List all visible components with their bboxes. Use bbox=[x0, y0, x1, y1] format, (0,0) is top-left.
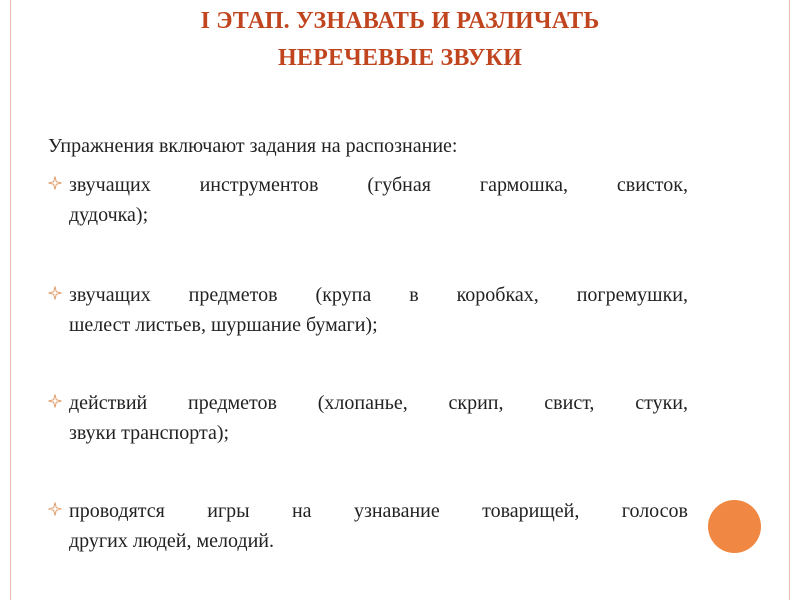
sparkle-bullet-icon bbox=[48, 394, 62, 408]
list-item-text bbox=[69, 170, 688, 230]
sparkle-bullet-icon bbox=[48, 502, 62, 516]
intro-text: Упражнения включают задания на распознание: bbox=[48, 135, 458, 157]
list-item-text bbox=[69, 280, 688, 340]
list-item-line-1: проводятся игры на узнавание товарищей, голосов bbox=[69, 500, 688, 522]
sparkle-bullet-icon bbox=[48, 176, 62, 190]
list-item-line-1: звучащих предметов (крупа в коробках, погремушки, bbox=[69, 284, 688, 306]
title-line-1: I ЭТАП. УЗНАВАТЬ И РАЗЛИЧАТЬ bbox=[200, 8, 600, 34]
list-item-line-2: звуки транспорта); bbox=[69, 422, 230, 444]
list-item-text bbox=[69, 496, 688, 556]
list-item-text bbox=[69, 388, 688, 448]
list-item-line-2: шелест листьев, шуршание бумаги); bbox=[69, 314, 378, 336]
title-line-2: НЕРЕЧЕВЫЕ ЗВУКИ bbox=[278, 45, 522, 71]
right-border-line bbox=[789, 0, 790, 600]
left-border-line bbox=[10, 0, 11, 600]
list-item-line-2: других людей, мелодий. bbox=[69, 530, 274, 552]
list-item-line-1: звучащих инструментов (губная гармошка, свисток, bbox=[69, 174, 688, 196]
orange-circle-decoration bbox=[708, 500, 761, 553]
sparkle-bullet-icon bbox=[48, 286, 62, 300]
list-item-line-1: действий предметов (хлопанье, скрип, свист, стуки, bbox=[69, 392, 688, 414]
list-item-line-2: дудочка); bbox=[69, 204, 149, 226]
